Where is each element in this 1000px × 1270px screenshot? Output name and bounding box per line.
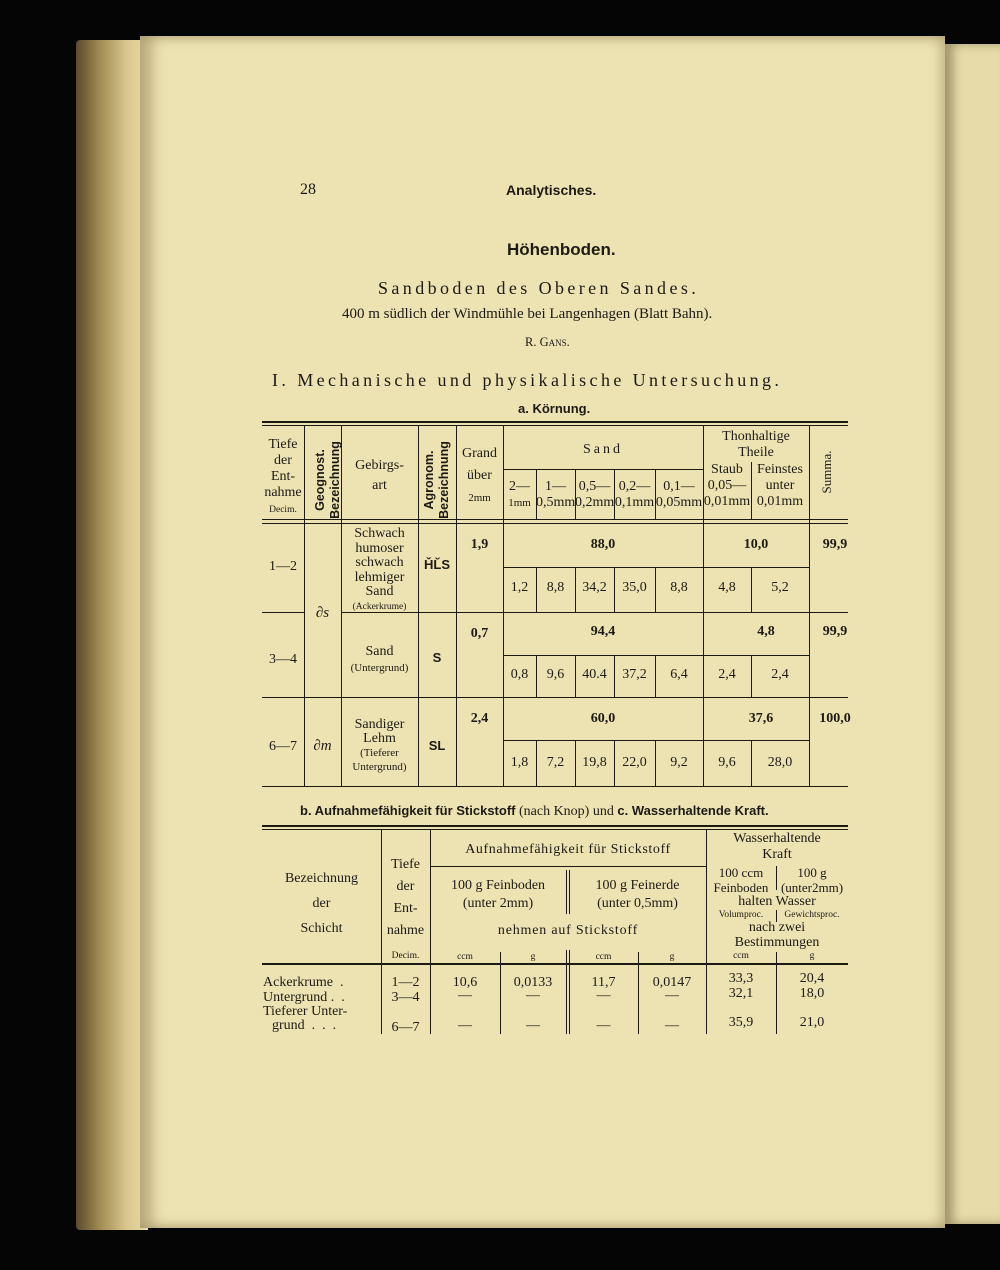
header-sand-02-01: 0,2— 0,1mm: [614, 479, 655, 510]
row1-sand-4: 35,0: [622, 580, 647, 595]
header-sand: Sand: [583, 442, 623, 457]
b-row3-fb-g: —: [526, 1018, 540, 1033]
table-b-caption: b. Aufnahmefähigkeit für Stickstoff (nach Knop) und c. Wasserhaltende Kraft.: [300, 803, 769, 819]
b-row3-fb-ccm: —: [458, 1018, 472, 1033]
b-row3-w-g: 21,0: [799, 1015, 825, 1030]
unit-fb-ccm: ccm: [457, 952, 473, 962]
row3-grand: 2,4: [470, 711, 489, 726]
table-a-caption: a. Körnung.: [518, 401, 591, 416]
row2-sand-5: 6,4: [670, 667, 688, 682]
row3-sand-4: 22,0: [622, 755, 647, 770]
row2-grand: 0,7: [470, 626, 489, 641]
row2-sand-3: 40.4: [582, 667, 607, 682]
row2-gebirgsart: Sand (Untergrund): [350, 644, 409, 674]
row2-sand-2: 9,6: [546, 667, 565, 682]
header-feinboden: 100 g Feinboden (unter 2mm): [450, 878, 546, 911]
row3-tiefe: 6—7: [269, 739, 297, 754]
page-title: Höhenboden.: [507, 240, 616, 259]
b-row3-fe-g: —: [665, 1018, 679, 1033]
book-page-edges: [76, 40, 148, 1230]
row1-sand-1: 1,2: [510, 580, 529, 595]
b-row1-name: Ackerkrume .: [263, 975, 344, 990]
row3-agronom: SL: [428, 738, 446, 753]
header-gebirgsart: Gebirgs- art: [355, 458, 404, 493]
header-staub: Staub 0,05— 0,01mm: [703, 462, 751, 509]
header-nach: nach zwei Bestimmungen: [734, 920, 820, 950]
row3-feinstes: 28,0: [767, 755, 793, 770]
row3-staub: 9,6: [718, 755, 736, 770]
header-thonhaltige: Thonhaltige Theile: [722, 429, 790, 460]
b-row2-w-g: 18,0: [799, 986, 825, 1001]
row2-feinstes: 2,4: [771, 667, 789, 682]
b-row3-w-ccm: 35,9: [728, 1015, 754, 1030]
header-agronom: Agronom. Bezeichnung: [422, 441, 451, 519]
row1-gebirgsart: Schwach humoser schwach lehmiger Sand (Ackerkrume): [352, 526, 407, 612]
page-number: 28: [300, 181, 316, 198]
row1-tiefe: 1—2: [269, 559, 297, 574]
row2-sand-1: 0,8: [510, 667, 529, 682]
subtitle: Sandboden des Oberen Sandes.: [378, 278, 700, 298]
b-row3-name-cont: grund . . .: [272, 1018, 337, 1033]
b-row2-name: Untergrund . .: [263, 990, 345, 1005]
header-aufnahme: Aufnahmefähigkeit für Stickstoff: [465, 842, 671, 857]
row2-sand-total: 94,4: [590, 624, 616, 639]
geognost-shared: ∂s: [315, 605, 330, 621]
row1-sand-3: 34,2: [582, 580, 607, 595]
row2-summa: 99,9: [822, 624, 848, 639]
b-row1-w-ccm: 33,3: [728, 971, 754, 986]
row1-summa: 99,9: [822, 537, 848, 552]
row3-sand-2: 7,2: [546, 755, 565, 770]
row3-sand-1: 1,8: [510, 755, 529, 770]
row3-sand-5: 9,2: [670, 755, 688, 770]
unit-fe-g: g: [669, 952, 675, 962]
row3-gebirgsart: Sandiger Lehm (Tieferer Untergrund): [352, 717, 407, 773]
row2-agronom: S: [432, 650, 442, 665]
row2-staub: 2,4: [718, 667, 736, 682]
header-w-100g: 100 g (unter2mm): [780, 865, 844, 895]
row2-sand-4: 37,2: [622, 667, 647, 682]
unit-fb-g: g: [530, 952, 536, 962]
header-feinerde: 100 g Feinerde (unter 0,5mm): [595, 878, 680, 911]
header-halten: halten Wasser: [738, 894, 816, 909]
header-sand-2-1: 2— 1mm: [508, 479, 531, 509]
b-row1-fb-ccm: 10,6: [452, 975, 478, 990]
row3-summa: 100,0: [819, 711, 851, 726]
header-wasser: Wasserhaltende Kraft: [733, 831, 821, 862]
row2-tiefe: 3—4: [269, 652, 297, 667]
b-row1-fb-g: 0,0133: [513, 975, 553, 990]
header-sand-05-02: 0,5— 0,2mm: [575, 479, 615, 510]
row1-thon-total: 10,0: [743, 537, 769, 552]
b-row2-w-ccm: 32,1: [728, 986, 754, 1001]
b-row2-fe-ccm: —: [596, 988, 611, 1003]
b-row1-fe-g: 0,0147: [652, 975, 692, 990]
row1-feinstes: 5,2: [771, 580, 789, 595]
header-b-tiefe-unit: Decim.: [391, 951, 420, 961]
b-row2-fe-g: —: [665, 988, 679, 1003]
b-row2-fb-g: —: [526, 988, 540, 1003]
row1-grand: 1,9: [470, 537, 489, 552]
row2-thon-total: 4,8: [757, 624, 775, 639]
row1-agronom: ȞL̆S: [424, 557, 450, 572]
unit-w-g: g: [809, 951, 815, 961]
row3-sand-total: 60,0: [590, 711, 616, 726]
location-line: 400 m südlich der Windmühle bei Langenhagen (Blatt Bahn).: [342, 306, 713, 322]
b-row2-fb-ccm: —: [458, 988, 472, 1003]
section-heading: I. Mechanische und physikalische Untersuchung.: [272, 370, 783, 390]
author: R. Gans.: [525, 335, 570, 349]
facing-page-edge: [945, 44, 1000, 1224]
b-row3-name: Tieferer Unter-: [263, 1004, 348, 1019]
header-volumproc: Volumproc.: [718, 910, 764, 920]
header-nehmen: nehmen auf Stickstoff: [497, 923, 639, 938]
header-grand: Grand über 2mm: [462, 446, 497, 504]
header-tiefe-unit: Decim.: [269, 505, 297, 515]
unit-fe-ccm: ccm: [595, 952, 612, 962]
row3-thon-total: 37,6: [748, 711, 774, 726]
row1-staub: 4,8: [718, 580, 736, 595]
header-summa: Summa.: [819, 450, 834, 494]
row3-sand-3: 19,8: [582, 755, 607, 770]
running-head: Analytisches.: [506, 182, 597, 198]
row1-sand-5: 8,8: [670, 580, 688, 595]
b-row3-fe-ccm: —: [596, 1018, 611, 1033]
row1-sand-total: 88,0: [590, 537, 616, 552]
b-row1-tiefe: 1—2: [391, 975, 420, 990]
header-sand-1-05: 1— 0,5mm: [536, 479, 576, 510]
header-w-100ccm: 100 ccm Feinboden: [713, 865, 769, 895]
b-row1-w-g: 20,4: [799, 971, 825, 986]
row1-sand-2: 8,8: [546, 580, 565, 595]
header-sand-01-005: 0,1— 0,05mm: [655, 479, 703, 510]
header-geognost: Geognost. Bezeichnung: [313, 441, 342, 519]
b-row2-tiefe: 3—4: [391, 990, 420, 1005]
header-b-tiefe: Tiefe der Ent- nahme: [386, 857, 425, 938]
header-tiefe: Tiefe der Ent- nahme: [264, 437, 302, 500]
b-row3-tiefe: 6—7: [391, 1020, 420, 1035]
b-row1-fe-ccm: 11,7: [591, 975, 616, 990]
header-gewichtsproc: Gewichtsproc.: [784, 910, 840, 920]
row3-geognost: ∂m: [313, 738, 332, 754]
header-feinstes: Feinstes unter 0,01mm: [756, 462, 804, 509]
unit-w-ccm: ccm: [733, 951, 749, 961]
header-bezeichnung: Bezeichnung der Schicht: [284, 871, 359, 936]
